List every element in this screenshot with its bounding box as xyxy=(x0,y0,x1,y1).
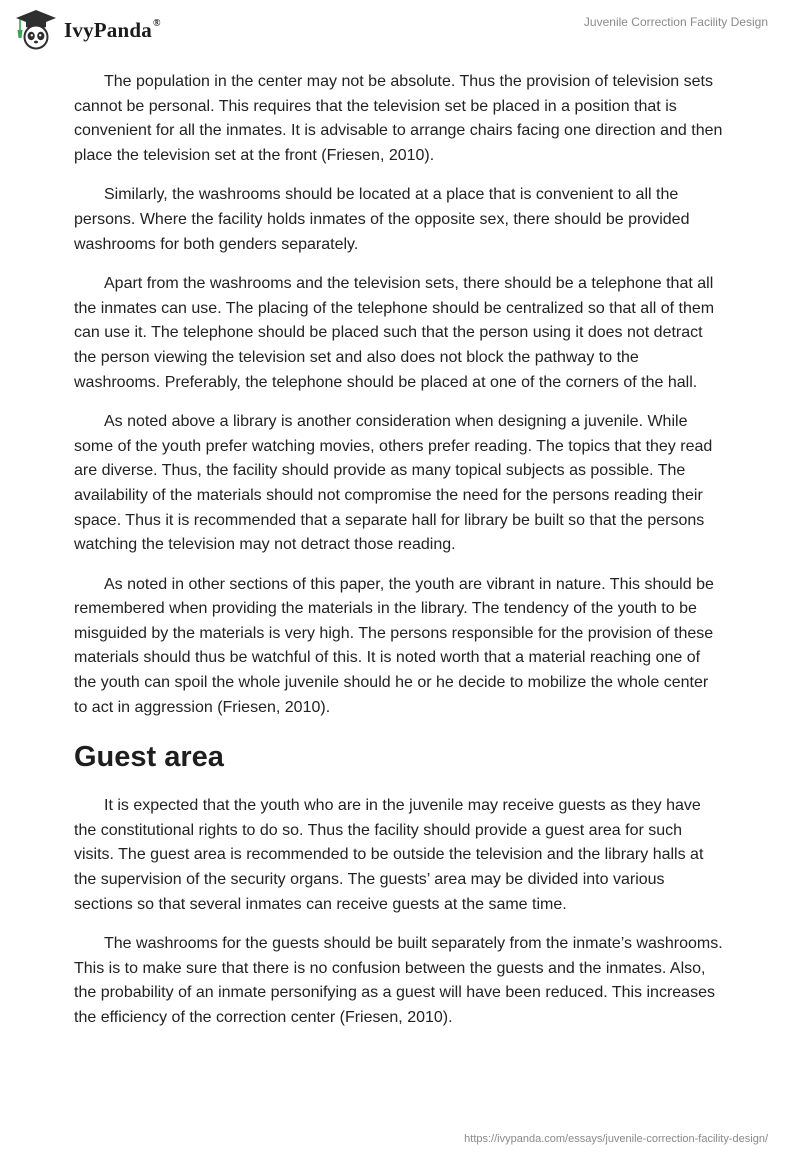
panda-graduate-icon xyxy=(14,8,58,50)
paragraph: As noted in other sections of this paper, the youth are vibrant in nature. This should be remembered when providing the materials in the library. The tendency of the youth to be misguided by the materials is very high. The persons responsible for the provision of these materials should thus be watchful of this. It is noted worth that a material reaching one of the youth can spoil the whole juvenile should he or he decide to mobilize the whole center to act in aggression (Friesen, 2010). xyxy=(74,575,714,716)
document-title: Juvenile Correction Facility Design xyxy=(583,15,768,29)
page-header xyxy=(0,0,800,60)
paragraph: Similarly, the washrooms should be located at a place that is convenient to all the persons. Where the facility holds inmates of the opposite sex, there should be provided washrooms for both genders separately. xyxy=(74,186,690,253)
registered-mark: ® xyxy=(152,17,161,29)
brand-name: IvyPanda® xyxy=(64,17,161,42)
paragraph: The washrooms for the guests should be built separately from the inmate’s washrooms. This is to make sure that there is no confusion between the guests and the inmates. Also, the probability of an inmate personifying as a guest will have been reduced. This increases the efficiency of the correction center (Friesen, 2010). xyxy=(74,935,723,1026)
section-heading: Guest area xyxy=(74,741,224,774)
paragraph: It is expected that the youth who are in the juvenile may receive guests as they have the constitutional rights to do so. Thus the facility should provide a guest area for such visits. The guest area is recommended to be outside the television and the library halls at the supervision of the security organs. The guests’ area may be divided into various sections so that several inmates can receive guests at the same time. xyxy=(74,797,704,913)
brand-logo[interactable] xyxy=(14,8,161,50)
essay-content xyxy=(74,70,724,1046)
paragraph: Apart from the washrooms and the television sets, there should be a telephone that all the inmates can use. The placing of the telephone should be centralized so that all of them can use it. The telephone should be placed such that the person using it does not detract the person viewing the television set and also does not block the pathway to the washrooms. Preferably, the telephone should be placed at one of the corners of the hall. xyxy=(74,275,715,391)
paragraph: The population in the center may not be absolute. Thus the provision of television sets cannot be personal. This requires that the television set be placed in a position that is convenient for all the inmates. It is advisable to arrange chairs facing one direction and then place the television set at the front (Friesen, 2010). xyxy=(74,73,723,164)
paragraph: As noted above a library is another consideration when designing a juvenile. While some of the youth prefer watching movies, others prefer reading. The topics that they read are diverse. Thus, the facility should provide as many topical subjects as possible. The availability of the materials should not compromise the need for the persons reading their space. Thus it is recommended that a separate hall for library be built so that the persons watching the television may not detract those reading. xyxy=(74,413,713,554)
source-url[interactable]: https://ivypanda.com/essays/juvenile-correction-facility-design/ xyxy=(464,1133,768,1145)
